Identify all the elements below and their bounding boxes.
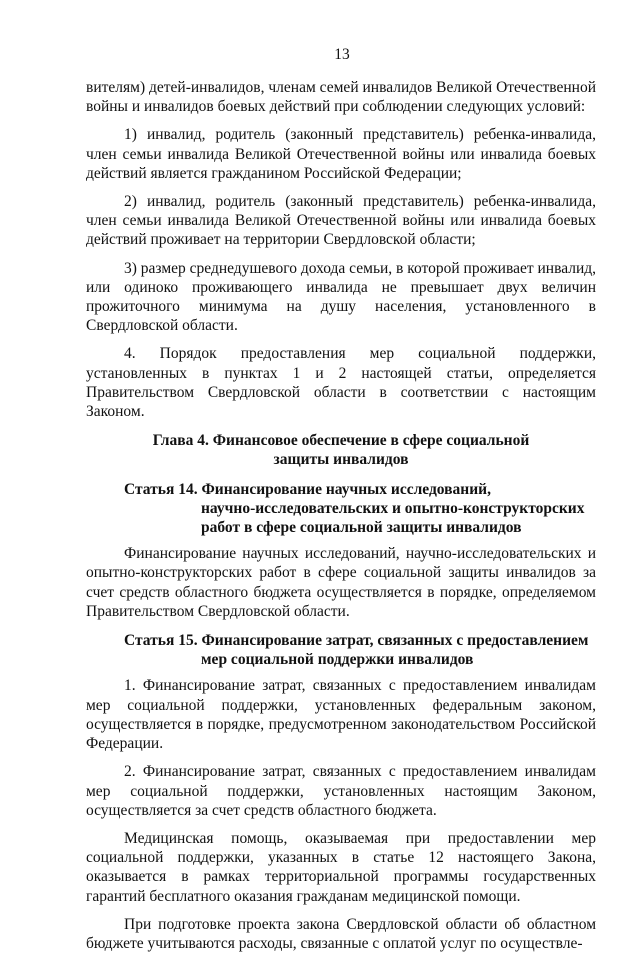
article-15-clause-1: 1. Финансирование затрат, связанных с предоставлением инвалидам мер социальной поддержки, установленных федеральным законом, осуществляется в порядке, предусмотренном законодательством Российской Федерации. [86,677,596,753]
paragraph-condition-1: 1) инвалид, родитель (законный представитель) ребенка-инвалида, член семьи инвалида Великой Отечественной войны или инвалида боевых действий является гражданином Российской Федерации; [86,126,596,182]
article-15-heading-line-2: мер социальной поддержки инвалидов [201,651,474,669]
page-number: 13 [334,46,350,63]
paragraph-condition-3: 3) размер среднедушевого дохода семьи, в которой проживает инвалид, или одиноко проживающего инвалида не превышает двух величин прожиточного минимума на душу населения, установленного в Свердловской области. [86,259,596,335]
article-14-heading-line-3: работ в сфере социальной защиты инвалидов [201,519,522,537]
chapter-heading [86,431,596,469]
article-15-heading-line-1: Статья 15. Финансирование затрат, связанных с предоставлением [124,632,589,650]
article-15-heading [86,631,596,669]
article-15-clause-2: 2. Финансирование затрат, связанных с предоставлением инвалидам мер социальной поддержки, установленных настоящим Законом, осуществляется за счет средств областного бюджета. [86,763,596,819]
article-14-text: Финансирование научных исследований, научно-исследовательских и опытно-конструкторских работ в сфере социальной защиты инвалидов за счет средств областного бюджета осуществляется в порядке, определяемом Правительством Свердловской области. [86,545,596,620]
chapter-heading-line-2: защиты инвалидов [273,451,409,469]
article-14-heading-line-2: научно-исследовательских и опытно-конструкторских [201,499,585,517]
article-14-heading-line-1: Статья 14. Финансирование научных исследований, [124,480,491,498]
article-14-heading [86,480,596,538]
article-15-medical-help: Медицинская помощь, оказываемая при предоставлении мер социальной поддержки, указанных в статье 12 настоящего Закона, оказывается в рамках территориальной программы государственных гарантий бесплатного оказания гражданам медицинской помощи. [86,829,596,905]
chapter-heading-line-1: Глава 4. Финансовое обеспечение в сфере социальной [152,432,530,450]
paragraph-condition-2: 2) инвалид, родитель (законный представитель) ребенка-инвалида, член семьи инвалида Великой Отечественной войны или инвалида боевых действий проживает на территории Свердловской области; [86,193,596,249]
paragraph-continuation: вителям) детей-инвалидов, членам семей инвалидов Великой Отечественной войны и инвалидов боевых действий при соблюдении следующих условий: [86,79,596,116]
paragraph-clause-4: 4. Порядок предоставления мер социальной поддержки, установленных в пунктах 1 и 2 настоящей статьи, определяется Правительством Свердловской области в соответствии с настоящим Законом. [86,345,596,421]
article-15-budget-preparation: При подготовке проекта закона Свердловской области об областном бюджете учитываются расходы, связанные с оплатой услуг по осуществле- [86,915,596,952]
